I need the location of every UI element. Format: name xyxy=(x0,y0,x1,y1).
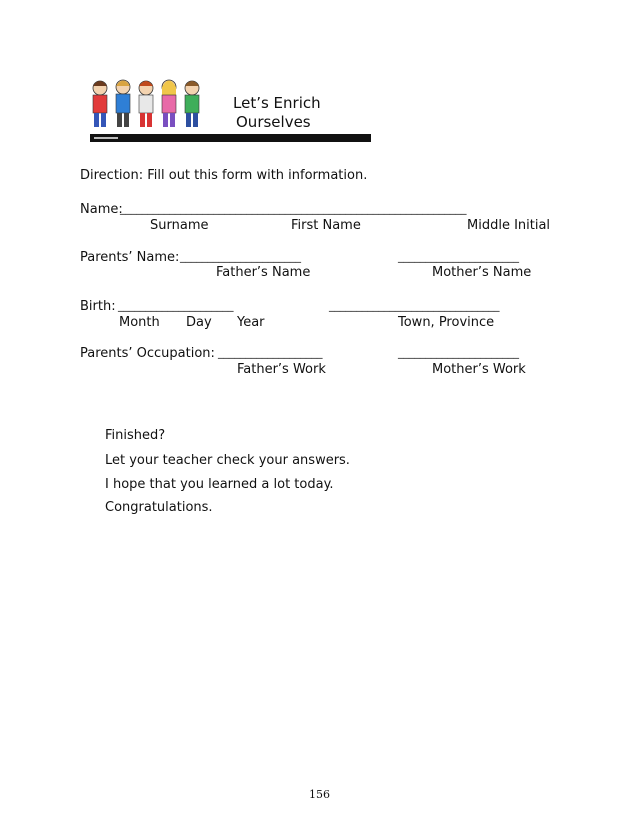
occupation-label: Parents’ Occupation: xyxy=(80,346,215,361)
town-province-caption: Town, Province xyxy=(398,315,495,330)
mother-name-blank[interactable]: ______________________ xyxy=(398,250,519,263)
closing-line-4: Congratulations. xyxy=(105,500,213,515)
direction-text: Direction: Fill out this form with information. xyxy=(80,168,368,183)
closing-line-1: Finished? xyxy=(105,428,166,443)
name-label: Name: xyxy=(80,202,123,217)
closing-line-3: I hope that you learned a lot today. xyxy=(105,477,334,492)
birth-place-blank[interactable]: _______________________________ xyxy=(329,299,500,312)
year-caption: Year xyxy=(237,315,265,330)
header-rule xyxy=(90,134,371,142)
child-figure xyxy=(116,80,130,127)
parents-name-label: Parents’ Name: xyxy=(80,250,180,265)
birth-label: Birth: xyxy=(80,299,116,314)
father-work-caption: Father’s Work xyxy=(237,362,326,377)
surname-caption: Surname xyxy=(150,218,209,233)
child-figure xyxy=(93,81,107,127)
title-line-1: Let’s Enrich xyxy=(233,94,321,112)
middle-initial-caption: Middle Initial xyxy=(467,218,551,233)
mother-work-blank[interactable]: ______________________ xyxy=(398,346,519,359)
month-caption: Month xyxy=(119,315,160,330)
name-blank[interactable]: _______________________________________________________________ xyxy=(120,202,467,215)
father-work-blank[interactable]: ___________________ xyxy=(218,346,323,359)
page-number: 156 xyxy=(309,788,330,801)
closing-line-2: Let your teacher check your answers. xyxy=(105,453,350,468)
first-name-caption: First Name xyxy=(291,218,361,233)
title-line-2: Ourselves xyxy=(236,113,311,131)
mother-work-caption: Mother’s Work xyxy=(432,362,526,377)
day-caption: Day xyxy=(186,315,212,330)
father-name-blank[interactable]: ______________________ xyxy=(180,250,301,263)
child-figure xyxy=(185,81,199,127)
child-figure xyxy=(162,80,176,127)
children-clipart xyxy=(88,74,204,134)
child-figure xyxy=(139,81,153,127)
mother-name-caption: Mother’s Name xyxy=(432,265,532,280)
birth-date-blank[interactable]: _____________________ xyxy=(118,299,234,312)
father-name-caption: Father’s Name xyxy=(216,265,311,280)
